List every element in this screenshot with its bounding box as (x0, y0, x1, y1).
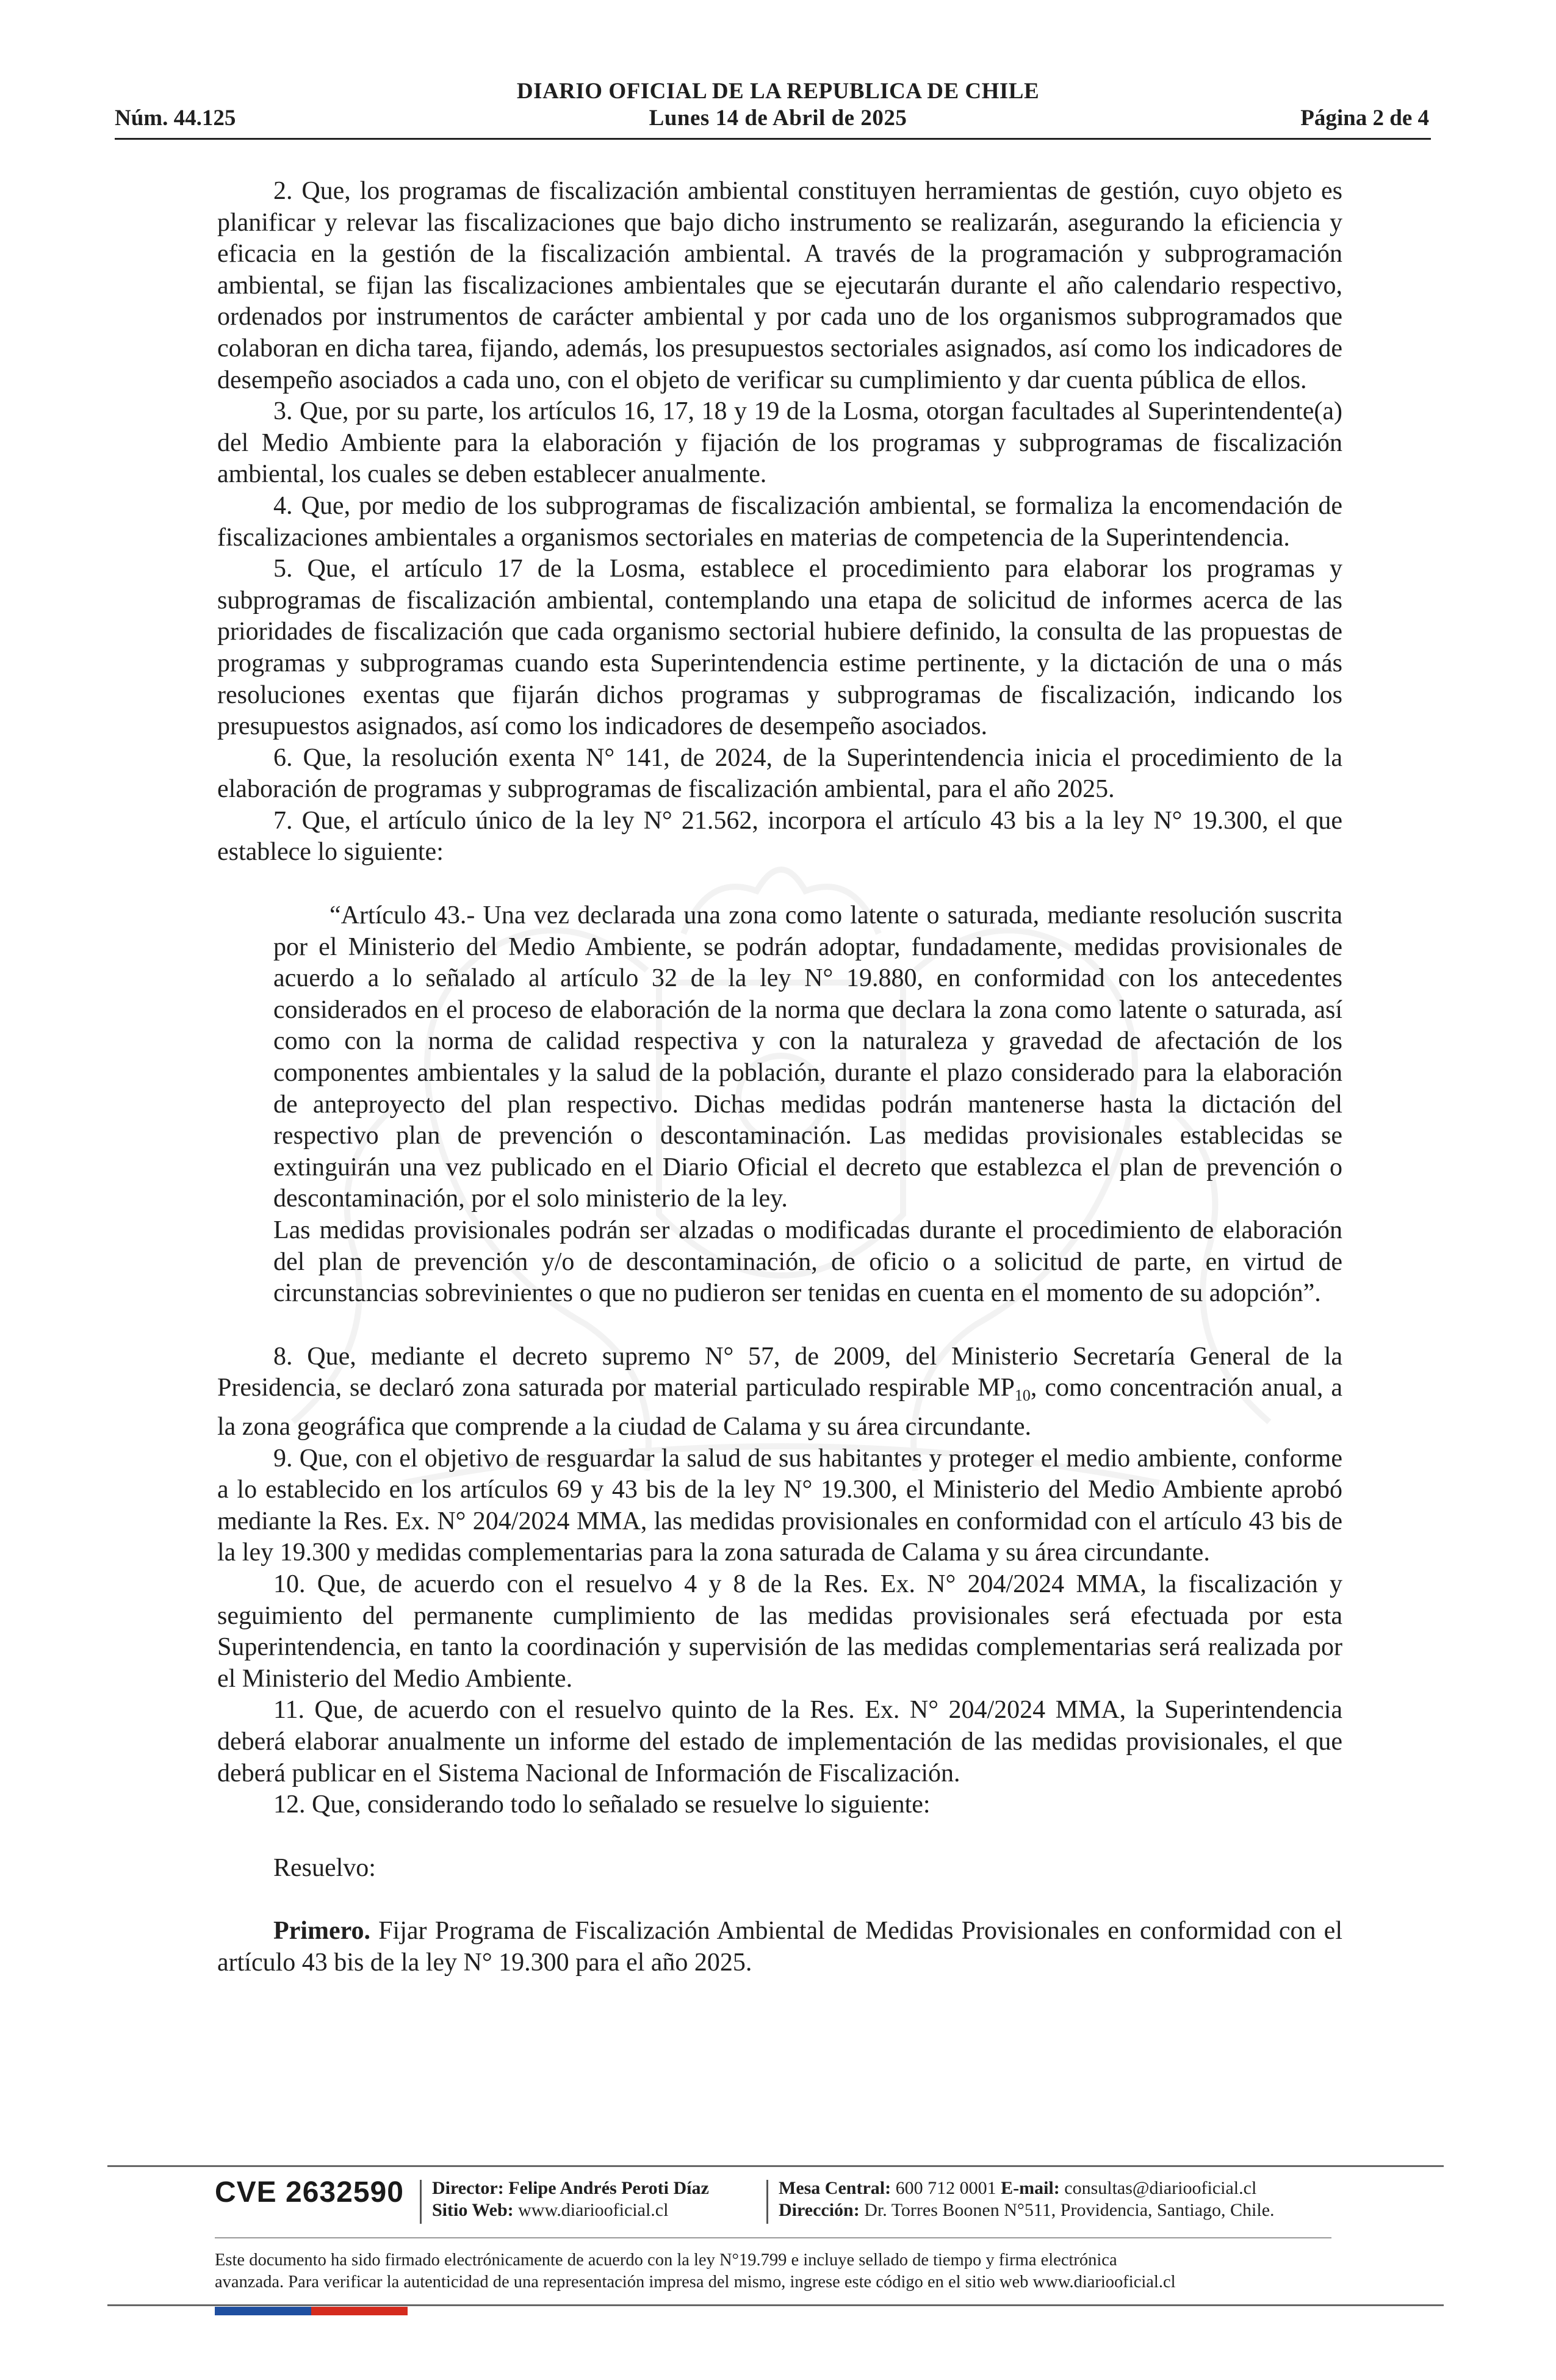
email-label: E-mail: (1001, 2178, 1060, 2198)
paragraph-10: 10. Que, de acuerdo con el resuelvo 4 y 8 de la Res. Ex. N° 204/2024 MMA, la fiscalización y seguimiento del permanente cumplimiento de las medidas provisionales será efectuada por esta Superintendencia, en tanto la coordinación y supervisión de las medidas complementarias será realizada por el Ministerio del Medio Ambiente. (217, 1570, 1342, 1693)
issue-number: Núm. 44.125 (115, 106, 236, 131)
signature-note-line-2: avanzada. Para verificar la autenticidad de una representación impresa del mismo, ingrese este código en el sitio web www.diariooficial.cl (215, 2273, 1176, 2292)
footer-divider-inner (215, 2237, 1331, 2238)
footer-divider-top (107, 2165, 1444, 2167)
website-label: Sitio Web: (432, 2200, 514, 2220)
paragraph-11: 11. Que, de acuerdo con el resuelvo quinto de la Res. Ex. N° 204/2024 MMA, la Superintendencia deberá elaborar anualmente un informe del estado de implementación de las medidas provisionales, el que deberá publicar en el Sistema Nacional de Información de Fiscalización. (217, 1696, 1342, 1787)
address-line (779, 2199, 1275, 2221)
header-divider (115, 138, 1431, 140)
paragraph-9: 9. Que, con el objetivo de resguardar la salud de sus habitantes y proteger el medio ambiente, conforme a lo establecido en los artículos 69 y 43 bis de la ley N° 19.300, el Ministerio del Medio Ambiente aprobó mediante la Res. Ex. N° 204/2024 MMA, las medidas provisionales en conformidad con el artículo 43 bis de la ley 19.300 y medidas complementarias para la zona saturada de Calama y su área circundante. (217, 1444, 1342, 1567)
primero-text: Fijar Programa de Fiscalización Ambiental de Medidas Provisionales en conformidad con el artículo 43 bis de la ley N° 19.300 para el año 2025. (217, 1917, 1342, 1977)
primero-label: Primero. (273, 1917, 370, 1945)
spacer (217, 1884, 1342, 1916)
director-line (432, 2177, 709, 2199)
newspaper-title: DIARIO OFICIAL DE LA REPUBLICA DE CHILE (516, 79, 1040, 104)
paragraph-8-text-b: , como concentración anual, a la zona geográfica que comprende a la ciudad de Calama y su área circundante. (217, 1374, 1342, 1441)
cve-code: CVE 2632590 (215, 2176, 404, 2209)
quoted-article-43-continued: Las medidas provisionales podrán ser alzadas o modificadas durante el procedimiento de elaboración del plan de prevención y/o de descontaminación, de oficio o a solicitud de parte, en virtud de circunstancias sobrevinientes o que no pudieron ser tenidas en cuenta en el momento de su adopción”. (273, 1216, 1342, 1308)
quoted-article-43: “Artículo 43.- Una vez declarada una zona como latente o saturada, mediante resolución suscrita por el Ministerio del Medio Ambiente, se podrán adoptar, fundadamente, medidas provisionales de acuerdo a lo señalado al artículo 32 de la ley N° 19.880, en conformidad con los antecedentes considerados en el proceso de elaboración de la norma que declara la zona como latente o saturada, así como con la norma de calidad respectiva y con la naturaleza y gravedad de afectación de los componentes ambientales y la salud de la población, durante el plazo considerado para la elaboración de anteproyecto del plan respectivo. Dichas medidas podrán mantenerse hasta la dictación del respectivo plan de prevención o descontaminación. Las medidas provisionales establecidas se extinguirán una vez publicado en el Diario Oficial el decreto que establezca el plan de prevención o descontaminación, por el solo ministerio de la ley. (273, 901, 1342, 1213)
footer-director-block (432, 2177, 709, 2221)
address-value: Dr. Torres Boonen N°511, Providencia, Santiago, Chile. (859, 2200, 1275, 2220)
flag-blue-bar (215, 2307, 311, 2315)
paragraph-8 (217, 1341, 1342, 1443)
spacer (217, 1310, 1342, 1341)
footer-separator (766, 2180, 768, 2224)
spacer (217, 868, 1342, 900)
electronic-signature-note (215, 2249, 1374, 2293)
flag-red-bar (311, 2307, 408, 2315)
website-link[interactable]: www.diariooficial.cl (513, 2200, 669, 2220)
footer-separator (420, 2180, 422, 2224)
paragraph-4: 4. Que, por medio de los subprogramas de fiscalización ambiental, se formaliza la encomendación de fiscalizaciones ambientales a organismos sectoriales en materias de competencia de la Superintendencia. (217, 491, 1342, 552)
website-line (432, 2199, 709, 2221)
mesa-central-phone: 600 712 0001 (891, 2178, 1001, 2198)
spacer (217, 1821, 1342, 1853)
resolution-primero (217, 1916, 1342, 1978)
paragraph-6: 6. Que, la resolución exenta N° 141, de 2024, de la Superintendencia inicia el procedimiento de la elaboración de programas y subprogramas de fiscalización ambiental, para el año 2025. (217, 743, 1342, 804)
paragraph-5: 5. Que, el artículo 17 de la Losma, establece el procedimiento para elaborar los programas y subprogramas de fiscalización ambiental, contemplando una etapa de solicitud de informes acerca de las prioridades de fiscalización que cada organismo sectorial hubiere definido, la consulta de las propuestas de programas y subprogramas cuando esta Superintendencia estime pertinente, y la dictación de una o más resoluciones exentas que fijarán dichos programas y subprogramas de fiscalización, indicando los presupuestos asignados, así como los indicadores de desempeño asociados. (217, 555, 1342, 741)
paragraph-2: 2. Que, los programas de fiscalización ambiental constituyen herramientas de gestión, cuyo objeto es planificar y relevar las fiscalizaciones que bajo dicho instrumento se realizarán, asegurando la eficiencia y eficacia en la gestión de la fiscalización ambiental. A través de la programación y subprogramación ambiental, se fijan las fiscalizaciones ambientales que se ejecutarán durante el año calendario respectivo, ordenados por instrumentos de carácter ambiental y por cada uno de los organismos subprogramados que colaboran en dicha tarea, fijando, además, los presupuestos sectoriales asignados, así como los indicadores de desempeño asociados a cada uno, con el objeto de verificar su cumplimiento y dar cuenta pública de ellos. (217, 177, 1342, 394)
footer-contact-block (779, 2177, 1275, 2221)
mp-subscript: 10 (1014, 1387, 1031, 1405)
paragraph-3: 3. Que, por su parte, los artículos 16, 17, 18 y 19 de la Losma, otorgan facultades al Superintendente(a) del Medio Ambiente para la elaboración y fijación de los programas y subprogramas de fiscalización ambiental, los cuales se deben establecer anualmente. (217, 397, 1342, 489)
paragraph-7: 7. Que, el artículo único de la ley N° 21.562, incorpora el artículo 43 bis a la ley N° 19.300, el que establece lo siguiente: (217, 806, 1342, 867)
contact-line (779, 2177, 1275, 2199)
resuelvo-heading: Resuelvo: (273, 1853, 376, 1882)
email-link[interactable]: consultas@diariooficial.cl (1059, 2178, 1257, 2198)
director-label: Director: (432, 2178, 504, 2198)
mesa-central-label: Mesa Central: (779, 2178, 891, 2198)
paragraph-12: 12. Que, considerando todo lo señalado se resuelve lo siguiente: (273, 1790, 931, 1819)
page-indicator: Página 2 de 4 (1300, 106, 1429, 131)
address-label: Dirección: (779, 2200, 860, 2220)
footer-divider-bottom (107, 2304, 1444, 2306)
issue-date: Lunes 14 de Abril de 2025 (649, 106, 907, 131)
director-name: Felipe Andrés Peroti Díaz (503, 2178, 709, 2198)
document-body (217, 176, 1342, 1978)
paragraph-8-text-a: 8. Que, mediante el decreto supremo N° 57, de 2009, del Ministerio Secretaría General de la Presidencia, se declaró zona saturada por material particulado respirable MP (217, 1342, 1342, 1402)
signature-note-line-1: Este documento ha sido firmado electrónicamente de acuerdo con la ley N°19.799 e incluye sellado de tiempo y firma electrónica (215, 2251, 1117, 2270)
